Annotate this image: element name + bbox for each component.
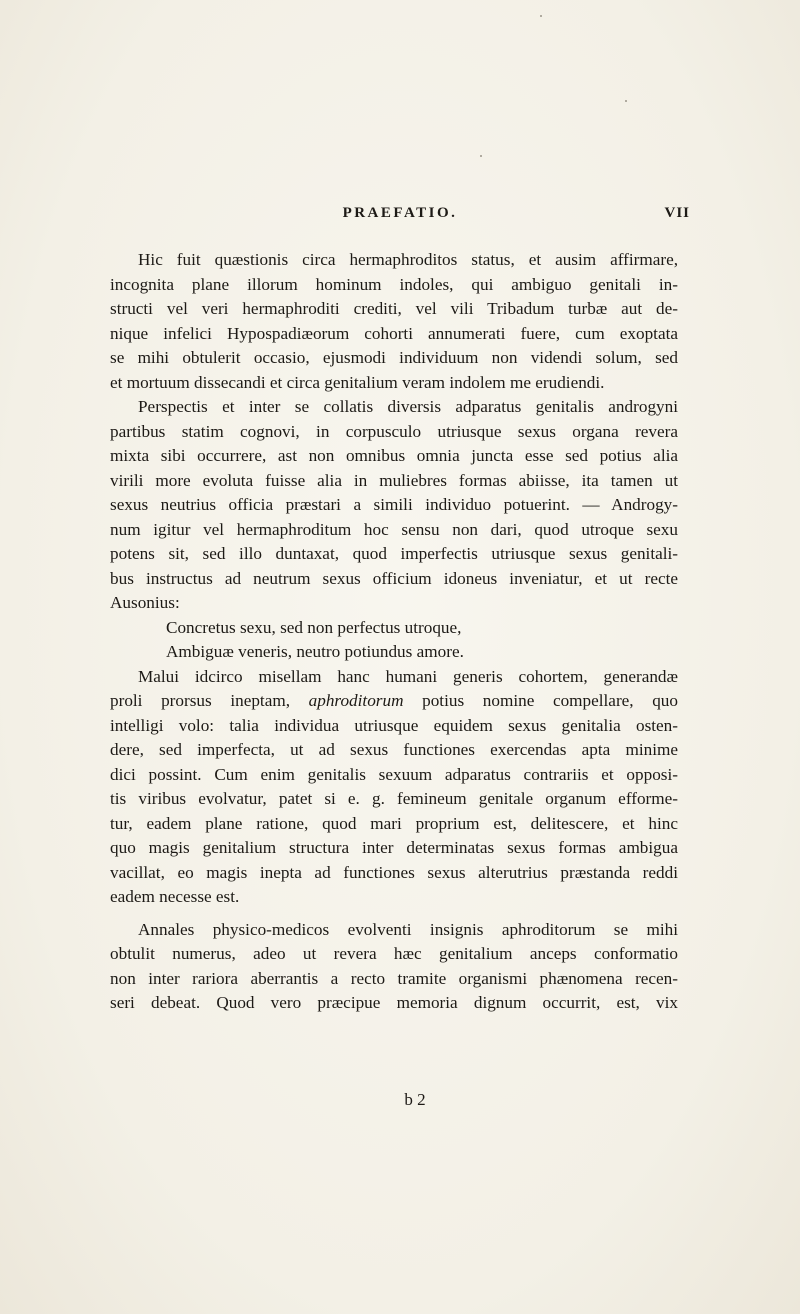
text-line: seri debeat. Quod vero præcipue memoria dignum occurrit, est, vix (110, 993, 678, 1012)
page-header (110, 205, 690, 229)
text-line: dici possint. Cum enim genitalis sexuum adparatus contrariis et opposi- (110, 764, 678, 784)
italic-term: aphroditorum (308, 691, 404, 710)
text-line: obtulit numerus, adeo ut revera hæc genitalium anceps conformatio (110, 944, 678, 963)
text-line (110, 689, 678, 714)
text-segment: potius nomine compellare, quo (403, 691, 678, 710)
signature-mark: b 2 (404, 1090, 426, 1109)
text-line: mixta sibi occurrere, ast non omnibus omnia juncta esse sed potius alia (110, 446, 678, 465)
text-line: structi vel veri hermaphroditi crediti, vel vili Tribadum turbæ aut de- (110, 299, 678, 318)
verse-line: Ambiguæ veneris, neutro potiundus amore. (166, 642, 464, 661)
text-line: partibus statim cognovi, in corpusculo utriusque sexus organa revera (110, 421, 678, 441)
text-line: Hic fuit quæstionis circa hermaphroditos status, et ausim affirmare, (138, 250, 678, 269)
text-line: non inter rariora aberrantis a recto tramite organismi phænomena recen- (110, 968, 678, 988)
text-line: tis viribus evolvatur, patet si e. g. femineum genitale organum efforme- (110, 789, 678, 808)
text-line: eadem necesse est. (110, 887, 240, 906)
text-line: se mihi obtulerit occasio, ejusmodi individuum non videndi solum, sed (110, 348, 678, 367)
text-line: quo magis genitalium structura inter determinatas sexus formas ambigua (110, 838, 678, 857)
text-line: Annales physico-medicos evolventi insignis aphroditorum se mihi (138, 919, 678, 939)
text-line: Ausonius: (110, 593, 180, 612)
body-text (110, 248, 678, 1016)
text-line: nique infelici Hypospadiæorum cohorti annumerati fuere, cum exoptata (110, 323, 678, 343)
paper-speck (480, 155, 482, 157)
text-line: sexus neutrius officia præstari a simili individuo potuerint. — Androgy- (110, 495, 678, 514)
text-line: vacillat, eo magis inepta ad functiones sexus alterutrius præstanda reddi (110, 862, 678, 882)
text-line: potens sit, sed illo duntaxat, quod imperfectis utriusque sexus genitali- (110, 544, 678, 563)
text-line: et mortuum dissecandi et circa genitalium veram indolem me erudiendi. (110, 372, 605, 392)
text-segment: proli prorsus ineptam, (110, 691, 309, 710)
text-line: num igitur vel hermaphroditum hoc sensu non dari, quod utroque sexu (110, 519, 678, 539)
text-line: bus instructus ad neutrum sexus officium idoneus inveniatur, et ut recte (110, 568, 678, 588)
paragraph-gap (110, 910, 678, 918)
text-line: Malui idcirco misellam hanc humani generis cohortem, generandæ (138, 666, 678, 686)
paper-speck (540, 15, 542, 17)
text-line: Perspectis et inter se collatis diversis adparatus genitalis androgyni (138, 397, 678, 416)
text-line: tur, eadem plane ratione, quod mari proprium est, delitescere, et hinc (110, 813, 678, 833)
text-line: virili more evoluta fuisse alia in muliebres formas abiisse, ita tamen ut (110, 470, 678, 490)
verse-line: Concretus sexu, sed non perfectus utroque, (166, 617, 462, 637)
paper-speck (625, 100, 627, 102)
text-line: incognita plane illorum hominum indoles, qui ambiguo genitali in- (110, 274, 678, 294)
text-line: dere, sed imperfecta, ut ad sexus functiones exercendas apta minime (110, 740, 678, 759)
running-title: PRAEFATIO. (342, 205, 458, 221)
text-line: intelligi volo: talia individua utriusque equidem sexus genitalia osten- (110, 715, 678, 735)
page-number: VII (664, 205, 690, 221)
